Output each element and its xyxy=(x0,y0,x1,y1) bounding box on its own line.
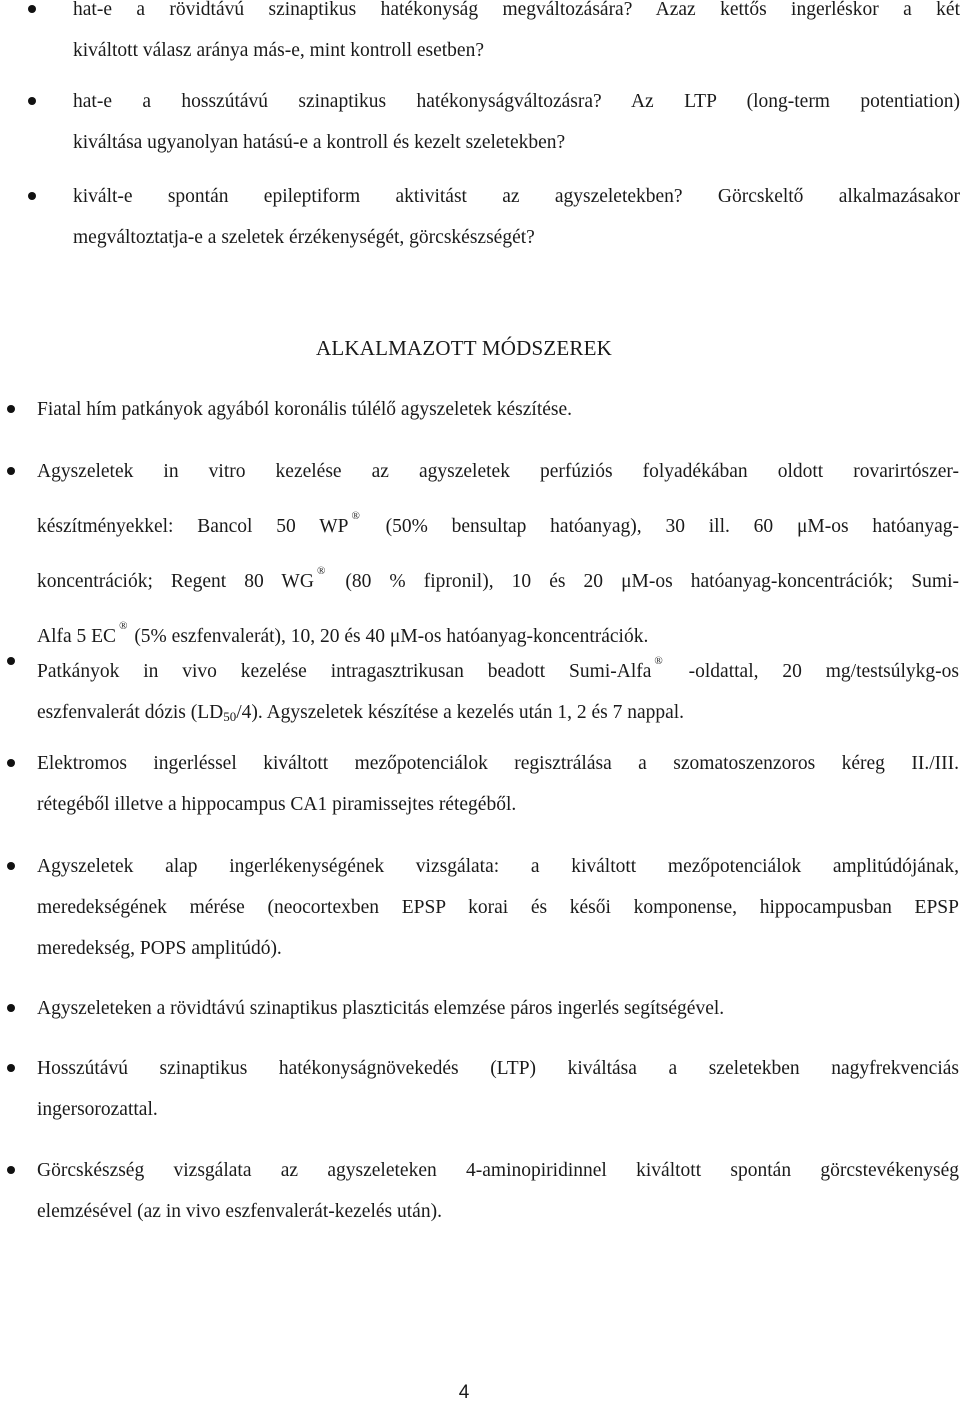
page-number: 4 xyxy=(458,1382,470,1403)
registered-mark: ® xyxy=(119,620,128,632)
list-item-line: meredekség, POPS amplitúdó). xyxy=(37,938,282,959)
list-item-line: ingersorozattal. xyxy=(37,1099,158,1120)
text-segment: -oldattal, 20 mg/testsúlykg-os xyxy=(688,661,960,682)
list-item-line: Hosszútávú szinaptikus hatékonyságnövekedés (LTP) kiváltása a szeletekben nagyfrekvenciás xyxy=(37,1058,959,1079)
list-item xyxy=(37,743,959,825)
bullet-icon xyxy=(7,657,15,665)
list-item-line: kiváltása ugyanolyan hatású-e a kontroll és kezelt szeletekben? xyxy=(73,132,566,153)
list-item xyxy=(37,1048,959,1130)
bullet-icon xyxy=(28,97,36,105)
list-item-line: hat-e a hosszútávú szinaptikus hatékonyságváltozásra? Az LTP (long-term potentiation) xyxy=(73,91,960,112)
registered-mark: ® xyxy=(316,565,326,577)
bullet-icon xyxy=(7,1064,15,1072)
list-item xyxy=(37,389,959,430)
bullet-icon xyxy=(7,1004,15,1012)
bullet-icon xyxy=(7,862,15,870)
list-item-line: Fiatal hím patkányok agyából koronális túlélő agyszeletek készítése. xyxy=(37,399,573,420)
list-item-line xyxy=(37,494,959,549)
list-item-line: meredekségének mérése (neocortexben EPSP korai és késői komponense, hippocampusban EPSP xyxy=(37,897,959,918)
list-item-line xyxy=(37,641,959,692)
list-item-line: hat-e a rövidtávú szinaptikus hatékonyság megváltozására? Azaz kettős ingerléskor a két xyxy=(73,0,960,20)
list-item-line xyxy=(37,549,959,604)
bullet-icon xyxy=(7,405,15,413)
list-item-line: Agyszeletek in vitro kezelése az agyszeletek perfúziós folyadékában oldott rovarirtószer- xyxy=(37,461,959,482)
list-item xyxy=(73,81,960,163)
list-item xyxy=(37,988,959,1029)
bullet-icon xyxy=(28,192,36,200)
subscript: 50 xyxy=(223,709,237,724)
registered-mark: ® xyxy=(654,655,663,667)
bullet-icon xyxy=(7,1166,15,1174)
list-item-line: Agyszeletek alap ingerlékenységének vizsgálata: a kiváltott mezőpotenciálok amplitúdójának, xyxy=(37,856,959,877)
text-segment: Patkányok in vivo kezelése intragasztrikusan beadott Sumi-Alfa xyxy=(37,661,652,682)
list-item xyxy=(37,846,959,969)
list-item-line: kivált-e spontán epileptiform aktivitást az agyszeletekben? Görcskeltő alkalmazásakor xyxy=(73,186,960,207)
list-item-line: rétegéből illetve a hippocampus CA1 piramissejtes rétegéből. xyxy=(37,794,517,815)
text-segment: (50% bensultap hatóanyag), 30 ill. 60 μM-os hatóanyag- xyxy=(385,516,960,537)
text-segment: /4). Agyszeletek készítése a kezelés után 1, 2 és 7 nappal. xyxy=(236,702,685,723)
bullet-icon xyxy=(7,759,15,767)
text-segment: (5% eszfenvalerát), 10, 20 és 40 μM-os hatóanyag-koncentrációk. xyxy=(134,626,649,647)
list-item-line xyxy=(37,692,959,737)
list-item-line: Elektromos ingerléssel kiváltott mezőpotenciálok regisztrálása a szomatoszenzoros kéreg II./III. xyxy=(37,753,959,774)
bullet-icon xyxy=(7,467,15,475)
list-item-line: megváltoztatja-e a szeletek érzékenységét, görcskészségét? xyxy=(73,227,535,248)
section-heading: ALKALMAZOTT MÓDSZEREK xyxy=(315,336,613,360)
registered-mark: ® xyxy=(351,510,360,522)
text-segment: koncentrációk; Regent 80 WG xyxy=(37,571,314,592)
bullet-icon xyxy=(28,5,36,13)
list-item-line: elemzésével (az in vivo eszfenvalerát-kezelés után). xyxy=(37,1201,442,1222)
list-item xyxy=(37,1150,959,1232)
text-segment: készítményekkel: Bancol 50 WP xyxy=(37,516,349,537)
list-item-line: Görcskészség vizsgálata az agyszeleteken 4-aminopiridinnel kiváltott spontán görcstevékenység xyxy=(37,1160,959,1181)
list-item xyxy=(37,449,959,659)
text-segment: eszfenvalerát dózis (LD xyxy=(37,702,224,723)
list-item xyxy=(37,641,959,737)
list-item xyxy=(73,176,960,258)
list-item-line: kiváltott válasz aránya más-e, mint kontroll esetben? xyxy=(73,40,484,61)
text-segment: (80 % fipronil), 10 és 20 μM-os hatóanyag-koncentrációk; Sumi- xyxy=(345,571,959,592)
text-segment: Alfa 5 EC xyxy=(37,626,117,647)
list-item xyxy=(73,0,960,71)
list-item-line: Agyszeleteken a rövidtávú szinaptikus plaszticitás elemzése páros ingerlés segítségével. xyxy=(37,998,725,1019)
